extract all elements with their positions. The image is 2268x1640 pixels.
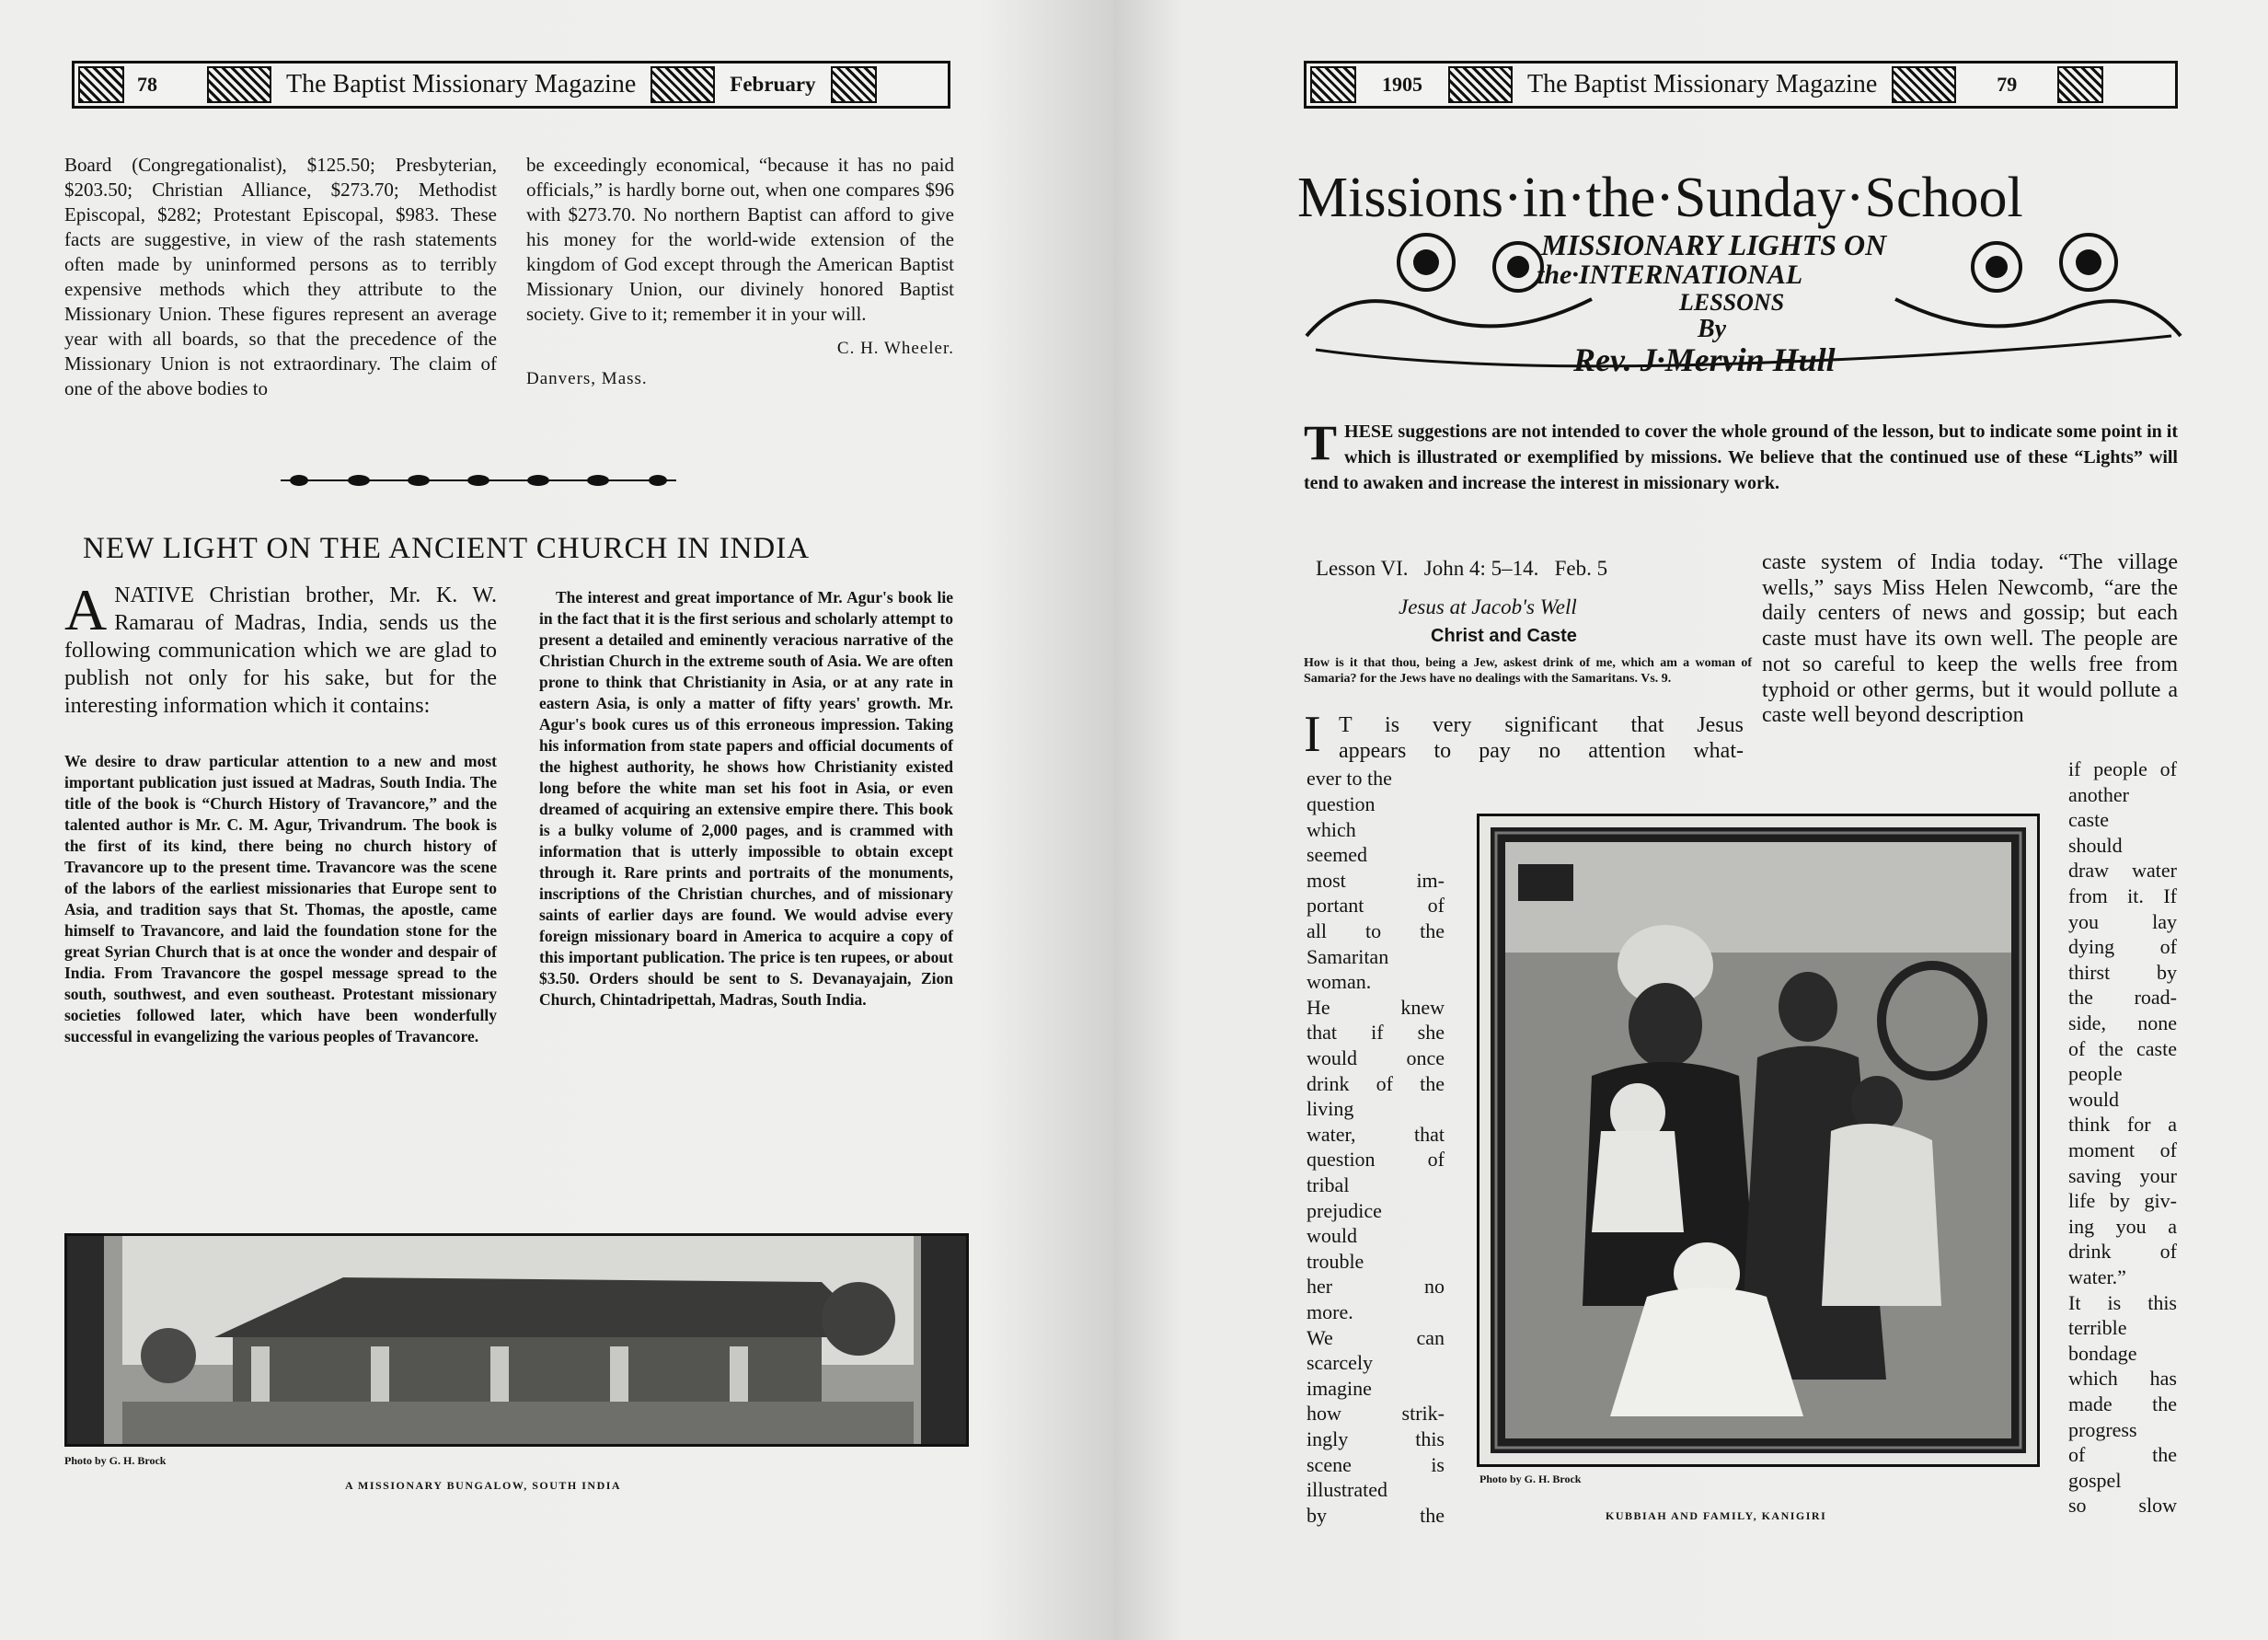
banner-line-2: the·INTERNATIONAL: [1537, 260, 1803, 290]
body-line: bondage: [2068, 1341, 2137, 1365]
body-line: seemed: [1307, 843, 1367, 867]
header-ornament-center: [1448, 66, 1513, 103]
lesson-line: Lesson VI. John 4: 5–14. Feb. 5: [1316, 557, 1608, 580]
right-running-header: [1304, 61, 2178, 109]
intro-text: HESE suggestions are not intended to cover the whole ground of the lesson, but to indicate some point in it which is illustrated or exemplified by missions. We believe that the continued use of these “Lights” will tend to awaken and increase the interest in missionary work.: [1304, 422, 2178, 493]
family-photo-frame: [1477, 814, 2040, 1467]
body-line: drink of: [2068, 1240, 2177, 1264]
article-intro: [64, 577, 497, 720]
previous-article-text2: be exceedingly economical, “because it has no paid officials,” is hardly borne out, when one compares $96 with $273.70. No northern Baptist can afford to give his money for the world-wide extension of the kingdom of God except through the American Baptist Missionary Union, our divinely honored Baptist society. Give to it; remember it in your will.: [526, 154, 954, 325]
previous-article-col1: [64, 153, 497, 401]
body-line: of the: [2068, 1443, 2177, 1467]
left-running-header: [72, 61, 950, 109]
body-line: question of: [1307, 1148, 1445, 1172]
body-line: illustrated: [1307, 1478, 1387, 1502]
body-line: It is this: [2068, 1290, 2177, 1314]
intro-text: NATIVE Christian brother, Mr. K. W. Ramarau of Madras, India, sends us the following communication which we are glad to publish not only for his sake, but for the interesting information which it contains:: [64, 583, 497, 718]
header-month: February: [730, 73, 816, 96]
banner-line-1: MISSIONARY LIGHTS ON: [1541, 228, 1887, 261]
quote-col2: [539, 587, 953, 1011]
body-line: more.: [1307, 1300, 1353, 1323]
body-line: most im-: [1307, 868, 1445, 892]
body-line: which: [1307, 817, 1356, 841]
body-line: which has: [2068, 1367, 2177, 1391]
banner-author: Rev. J·Mervin Hull: [1573, 341, 1836, 378]
body-line: if people of: [2068, 757, 2177, 780]
body-line: by the: [1307, 1503, 1445, 1527]
quote-text1: We desire to draw particular attention to a new and most important publication just issued at Madras, South India. The title of the book is “Church History of Travancore,” and the talented author is Mr. C. M. Agur, Trivandrum. The book is the first of its kind, there being no church history of Travancore up to the present time. Travancore was the scene of the labors of the earliest missionaries that Europe sent to Asia, and tradition says that St. Thomas, the apostle, came himself to Travancore, and laid the foundation stone for the great Syrian Church that is at once the wonder and despair of India. From Travancore the gospel message spread to the south, southwest, and even southeast. Protestant missionary societies followed later, which have been wonderfully successful in evangelizing the various peoples of Travancore.: [64, 752, 497, 1045]
header-ornament-left: [78, 66, 124, 103]
body-line: side, none: [2068, 1011, 2177, 1034]
body-line: the road-: [2068, 986, 2177, 1010]
signature: C. H. Wheeler.: [836, 339, 954, 358]
body-line: should: [2068, 833, 2123, 857]
body-line: so slow: [2068, 1494, 2177, 1518]
body-line: think for a: [2068, 1113, 2177, 1137]
body-line: all to the: [1307, 919, 1445, 942]
body-line: would: [2068, 1087, 2119, 1111]
previous-article-col2: [526, 153, 954, 391]
magazine-title: The Baptist Missionary Magazine: [1527, 70, 1878, 98]
body-line: progress: [2068, 1417, 2137, 1441]
body-line: water, that: [1307, 1122, 1445, 1146]
body-line: prejudice: [1307, 1198, 1382, 1222]
right-page: [1113, 0, 2268, 1640]
body-line: T is very significant that Jesus: [1339, 713, 1744, 737]
bungalow-photo: [64, 1233, 969, 1447]
body-line: you lay: [2068, 909, 2177, 933]
quote-col1: [64, 751, 497, 1047]
body-line: ing you a: [2068, 1214, 2177, 1238]
header-ornament-center-right: [650, 66, 715, 103]
body-line: that if she: [1307, 1021, 1445, 1045]
body-line: trouble: [1307, 1249, 1364, 1273]
body-line: people: [2068, 1062, 2123, 1086]
lesson-subtitle: Christ and Caste: [1431, 626, 1577, 646]
body-line: saving your: [2068, 1163, 2177, 1187]
body-line: Samaritan: [1307, 944, 1389, 968]
photo-caption: A MISSIONARY BUNGALOW, SOUTH INDIA: [345, 1479, 622, 1492]
photo-credit: Photo by G. H. Brock: [64, 1454, 167, 1467]
column2-top: caste system of India today. “The village wells,” says Miss Helen Newcomb, “are the daily centers of news and gossip; but each caste must have its own well. The people are not so careful to keep the wells free from typhoid or other germs, but it would pollute a caste well beyond description: [1762, 550, 2178, 728]
body-line: scarcely: [1307, 1351, 1374, 1375]
body-line: portant of: [1307, 894, 1445, 918]
bungalow-image: [67, 1236, 966, 1444]
body-line: another: [2068, 782, 2129, 806]
body-line: He knew: [1307, 995, 1445, 1019]
header-ornament-right: [2057, 66, 2103, 103]
drop-cap: A: [64, 577, 108, 642]
section-intro: [1304, 415, 2178, 496]
body-line: imagine: [1307, 1376, 1372, 1400]
body-line: thirst by: [2068, 960, 2177, 984]
page-number: 78: [137, 73, 157, 96]
header-ornament-left: [1310, 66, 1356, 103]
body-line: would: [1307, 1224, 1357, 1248]
photo-caption: KUBBIAH AND FAMILY, KANIGIRI: [1606, 1509, 1827, 1522]
header-year: 1905: [1382, 73, 1422, 96]
page-number: 79: [1997, 73, 2018, 96]
body-line: water.”: [2068, 1265, 2126, 1288]
family-photo: [1491, 827, 2026, 1453]
magazine-title: The Baptist Missionary Magazine: [286, 70, 637, 98]
body-line: dying of: [2068, 935, 2177, 959]
left-page: [0, 0, 1113, 1640]
body-line: caste: [2068, 808, 2109, 832]
quote-text2: The interest and great importance of Mr. Agur's book lie in the fact that it is the first serious and scholarly attempt to present a detailed and eminently veracious narrative of the Christian Church in the extreme south of Asia. We are often prone to think that Christianity in Asia, or at any rate in eastern Asia, is only a matter of fifty years' growth. Mr. Agur's book cures us of this erroneous impression. Taking his information from state papers and official documents of the highest authority, he shows how Christianity existed long before the white man set his foot in Asia, or even dreamed of acquiring an extensive empire there. This book is a bulky volume of 2,000 pages, and is crammed with information that is utterly impossible to obtain except through it. Rare prints and portraits of the monuments, inscriptions of the Christian churches, and of missionary saints of earlier days are found. We would advise every foreign missionary board in America to acquire a copy of this important publication. The price is ten rupees, or about $3.50. Orders should be sent to S. Devanayajain, Zion Church, Chintadripettah, Madras, South India.: [539, 588, 953, 1009]
body-line: scene is: [1307, 1452, 1445, 1476]
intro-drop-cap: T: [1304, 415, 1338, 470]
body-line: question: [1307, 792, 1376, 815]
body-line: how strik-: [1307, 1402, 1445, 1426]
lesson-title: Jesus at Jacob's Well: [1399, 595, 1577, 618]
body-line: ever to the: [1307, 767, 1392, 790]
body-line: We can: [1307, 1325, 1445, 1349]
photo-credit: Photo by G. H. Brock: [1479, 1473, 1582, 1485]
body-drop-cap: I: [1304, 706, 1321, 763]
body-line: would once: [1307, 1046, 1445, 1069]
section-title: Missions·in·the·Sunday·School: [1297, 167, 2023, 229]
golden-text: How is it that thou, being a Jew, askest drink of me, which am a woman of Samaria? for the Jews have no dealings with the Samaritans. Vs. 9.: [1304, 656, 1752, 686]
banner-line-3: LESSONS: [1679, 289, 1785, 316]
body-line: made the: [2068, 1392, 2177, 1415]
body-line: draw water: [2068, 859, 2177, 883]
body-line: gospel: [2068, 1468, 2122, 1492]
body-line: of the caste: [2068, 1036, 2177, 1060]
body-line: terrible: [2068, 1316, 2127, 1340]
body-line: life by giv-: [2068, 1189, 2177, 1213]
dateline-place: Danvers, Mass.: [526, 369, 648, 388]
body-line: moment of: [2068, 1138, 2177, 1161]
ornamental-divider: [281, 469, 676, 491]
header-ornament-center: [207, 66, 271, 103]
body-line: living: [1307, 1097, 1354, 1121]
body-line: tribal: [1307, 1173, 1350, 1196]
article-title: NEW LIGHT ON THE ANCIENT CHURCH IN INDIA: [83, 532, 811, 565]
body-line: her no: [1307, 1275, 1445, 1299]
header-ornament-center-right: [1892, 66, 1956, 103]
header-ornament-right: [831, 66, 877, 103]
previous-article-text1: Board (Congregationalist), $125.50; Presbyterian, $203.50; Christian Alliance, $273.70; Methodist Episcopal, $282; Protestant Episcopal, $983. These facts are suggestive, in view of the rash statements often made by uninformed persons as to terribly expensive methods which they attribute to the Missionary Union. These figures represent an average year with all boards, so that the precedence of the Missionary Union is not extraordinary. The claim of one of the above bodies to: [64, 154, 497, 399]
body-line: woman.: [1307, 970, 1372, 994]
body-line: drink of the: [1307, 1071, 1445, 1095]
body-line: from it. If: [2068, 884, 2177, 907]
banner-by: By: [1698, 315, 1727, 343]
body-line: ingly this: [1307, 1427, 1445, 1450]
body-line: appears to pay no attention what-: [1339, 739, 1744, 763]
